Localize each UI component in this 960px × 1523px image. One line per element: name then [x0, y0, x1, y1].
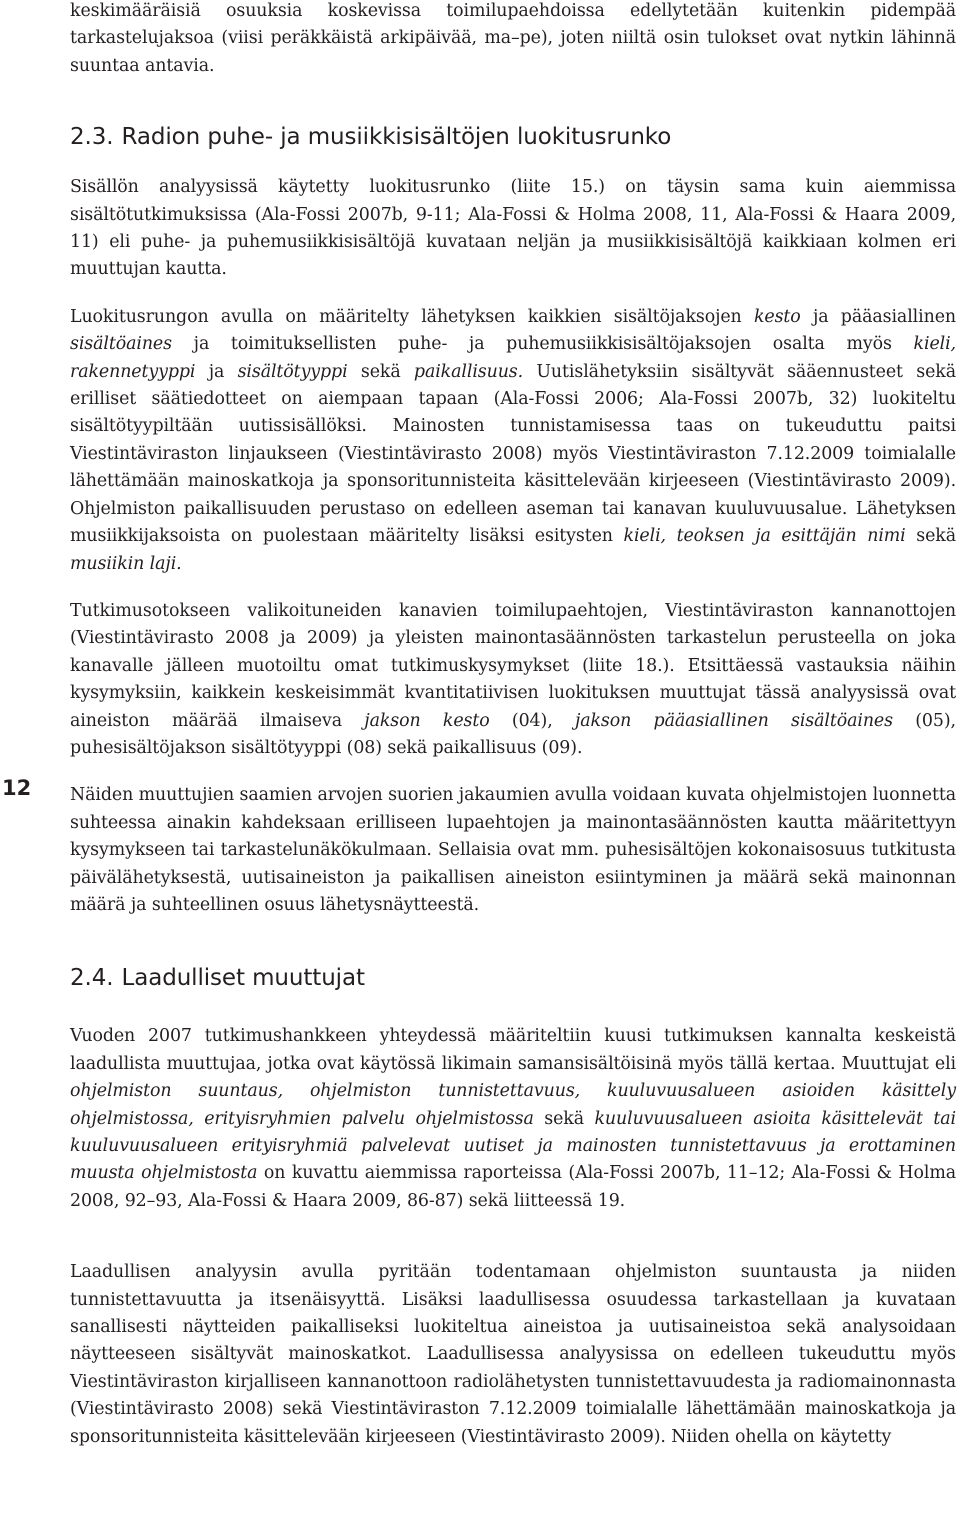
text-run: ja — [195, 361, 238, 382]
paragraph-classification-frame: Sisällön analyysissä käytetty luokitusrunko (liite 15.) on täysin sama kuin aiemmissa sisältötutkimuksissa (Ala-Fossi 2007b, 9-11; Ala-Fossi & Holma 2008, 11, Ala-Fossi & Haara 2009, 11) eli puhe- ja puhemusiikkisisältöjä kuvataan neljän ja musiikkisisältöjä kaikkiaan kolmen eri muuttujan kautta. — [70, 177, 956, 280]
text-run: sekä — [347, 361, 414, 382]
italic-term: jakson pääasiallinen sisältöaines — [574, 710, 893, 731]
paragraph-classification-variables — [70, 304, 956, 578]
section-title: Radion puhe- ja musiikkisisältöjen luokitusrunko — [121, 124, 672, 151]
text-run: ja toimituksellisten puhe- ja puhemusiikkisisältöjaksojen osalta myös — [171, 334, 914, 355]
text-run: Tutkimusotokseen valikoituneiden kanavien toimilupaehtojen, Viestintäviraston kannanottojen (Viestintävirasto 2008 ja 2009) ja yleisten mainontasäännösten tarkastelun perusteella on joka kanavalle jälleen muotoiltu omat tutkimuskysymykset (liite 18.). Etsittäessä vastauksia näihin kysymyksiin, kaikkein keskeisimmät kvantitatiivisen luokituksen muuttujat tässä analyysissä ovat aineiston määrää ilmaiseva — [70, 600, 956, 731]
text-run: sekä — [533, 1108, 595, 1129]
italic-term: sisältötyyppi — [237, 361, 348, 382]
italic-term: ohjelmiston suuntaus, ohjelmiston tunnistettavuus, kuuluvuusalueen asioiden käsittely ohjelmistossa, erityisryhmien palvelu ohjelmistossa — [70, 1081, 956, 1129]
text-run: Vuoden 2007 tutkimushankkeen yhteydessä määriteltiin kuusi tutkimuksen kannalta keskeistä laadullista muuttujaa, jotka ovat käytössä likimain samansisältöisinä myös tällä kertaa. Muuttujat eli — [70, 1026, 956, 1074]
text-run: Uutislähetyksiin sisältyvät sääennusteet sekä erilliset säätiedotteet on aiempaan tapaan (Ala-Fossi 2006; Ala-Fossi 2007b, 32) luokiteltu sisältötyypiltään uutissisällöksi. Mainosten tunnistamisessa taas on tukeuduttu paitsi Viestintäviraston linjaukseen (Viestintävirasto 2008) myös Viestintäviraston 7.12.2009 toimialalle lähettämään mainoskatkoja ja sponsoritunnisteita käsittelevään kirjeeseen (Viestintävirasto 2009). Ohjelmiston paikallisuuden perustaso on edelleen aseman tai kanavan kuuluvuusalue. Lähetyksen musiikkijaksoista on puolestaan määritelty lisäksi esitysten — [70, 361, 956, 547]
italic-term: kieli, rakennetyyppi — [70, 334, 956, 382]
section-number: 2.3. — [70, 124, 114, 151]
section-title: Laadulliset muuttujat — [121, 965, 365, 992]
paragraph-continuation: keskimääräisiä osuuksia koskevissa toimilupaehdoissa edellytetään kuitenkin pidempää tarkastelujaksoa (viisi peräkkäistä arkipäivää, ma–pe), joten niiltä osin tulokset ovat nytkin lähinnä suuntaa antavia. — [70, 1, 956, 76]
italic-term: sisältöaines — [70, 334, 172, 355]
paragraph-qualitative-analysis: Laadullisen analyysin avulla pyritään todentamaan ohjelmiston suuntausta ja niiden tunnistettavuutta ja itsenäisyyttä. Lisäksi laadullisessa osuudessa tarkastellaan ja kuvataan sanallisesti näytteiden paikalliseksi luokiteltua aineistoa ja uutisaineistoa sekä analysoidaan näytteeseen sisältyvät mainoskatkot. Laadullisessa analyysissa on edelleen tukeuduttu myös Viestintäviraston kirjalliseen kannanottoon radiolähetysten tunnistettavuudesta ja radiomainonnasta (Viestintävirasto 2008) sekä Viestintäviraston 7.12.2009 toimialalle lähettämään mainoskatkoja ja sponsoritunnisteita käsittelevään kirjeeseen (Viestintävirasto 2009). Niiden ohella on käytetty — [70, 1262, 956, 1447]
paragraph-research-questions — [70, 598, 956, 762]
paragraph-qualitative-variables — [70, 1023, 956, 1215]
text-run: Luokitusrungon avulla on määritelty lähetyksen kaikkien sisältöjaksojen — [70, 306, 754, 327]
text-run: (04), — [489, 710, 575, 731]
section-heading-2-3 — [70, 122, 956, 152]
page-body — [70, 0, 956, 1471]
italic-term: kesto — [753, 306, 801, 327]
text-run: ja pääasiallinen — [800, 306, 956, 327]
italic-term: kuuluvuusalueen asioita käsittelevät tai kuuluvuusalueen erityisryhmiä palvelevat uutiset ja mainosten tunnistettavuus ja erottaminen muusta ohjelmistosta — [70, 1108, 956, 1184]
italic-term: kieli, teoksen ja esittäjän nimi — [623, 526, 906, 547]
text-run: sekä — [905, 526, 956, 547]
text-run: on kuvattu aiemmissa raporteissa (Ala-Fossi 2007b, 11–12; Ala-Fossi & Holma 2008, 92–93, Ala-Fossi & Haara 2009, 86-87) sekä liitteessä 19. — [70, 1163, 956, 1211]
paragraph-distributions: Näiden muuttujien saamien arvojen suorien jakaumien avulla voidaan kuvata ohjelmistojen luonnetta suhteessa ainakin kahdeksaan erilliseen lupaehtojen ja mainontasäännösten kautta määritettyyn kysymykseen tai tarkastelunäkökulmaan. Sellaisia ovat mm. puhesisältöjen kokonaisosuus tutkitusta päivälähetyksestä, uutisaineiston ja paikallisen aineiston esiintyminen ja määrä sekä mainonnan määrä ja suhteellinen osuus lähetysnäytteestä. — [70, 785, 956, 915]
italic-term: jakson kesto — [364, 710, 490, 731]
section-number: 2.4. — [70, 965, 114, 992]
text-run: (05), puhesisältöjakson sisältötyyppi (08) sekä paikallisuus (09). — [70, 710, 956, 758]
section-heading-2-4 — [70, 963, 956, 993]
page-number: 12 — [2, 776, 32, 800]
italic-term: musiikin laji. — [70, 553, 182, 574]
italic-term: paikallisuus. — [413, 361, 524, 382]
